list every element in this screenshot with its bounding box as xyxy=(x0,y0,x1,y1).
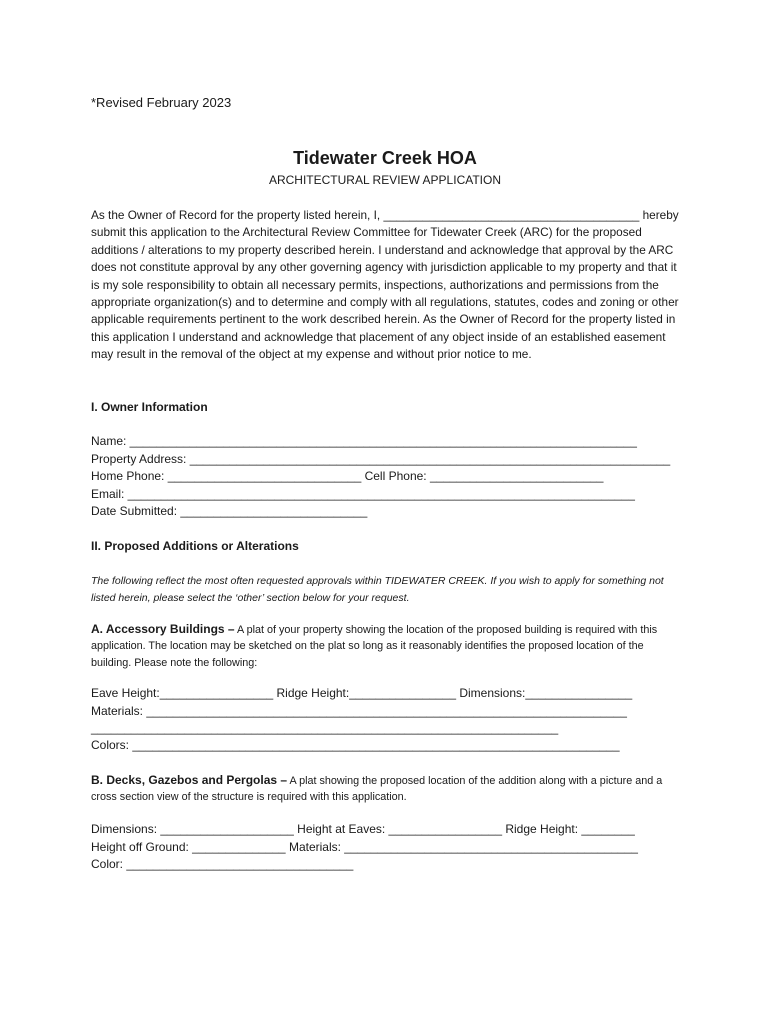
section-proposed-additions-heading: II. Proposed Additions or Alterations xyxy=(91,539,299,553)
materials-field[interactable]: Materials: ________________________________________________________________________ xyxy=(91,703,627,718)
property-address-field[interactable]: Property Address: ________________________________________________________________________ xyxy=(91,451,671,466)
materials-continued-field[interactable]: ______________________________________________________________________ xyxy=(91,721,559,735)
colors-field[interactable]: Colors: _________________________________________________________________________ xyxy=(91,738,620,752)
document-title: Tidewater Creek HOA xyxy=(293,148,477,168)
decks-gazebos-pergolas-text: A plat showing the proposed location of the addition along with a picture and a cross section view of the structure is required with this application. xyxy=(91,775,663,804)
document-subtitle: ARCHITECTURAL REVIEW APPLICATION xyxy=(268,173,502,187)
height-materials-fields[interactable]: Height off Ground: ______________ Materials: ____________________________________________ xyxy=(91,839,638,854)
date-submitted-field[interactable]: Date Submitted: ____________________________ xyxy=(91,504,368,518)
intro-paragraph: As the Owner of Record for the property listed herein, I, _______________________________________ hereby submit this application to the Architectural Review Committee for Tidewater Creek (ARC) for the proposed additions / alterations to my property described herein. I understand and acknowledge that approval by the ARC does not constitute approval by any other governing agency with jurisdiction applicable to my property and that it is my sole responsibility to obtain all necessary permits, inspections, authorizations and permissions from the appropriate organization(s) and to determine and comply with all regulations, statutes, codes and zoning or other applicable requirements pertinent to the work described herein. As the Owner of Record for the property listed in this application I understand and acknowledge that placement of any object inside of an established easement may result in the removal of the object at my expense and without prior notice to me. xyxy=(91,208,679,362)
revision-note: *Revised February 2023 xyxy=(91,95,232,110)
decks-gazebos-pergolas-paragraph xyxy=(91,772,686,806)
accessory-buildings-paragraph xyxy=(91,621,686,671)
name-field[interactable]: Name: ____________________________________________________________________________ xyxy=(91,434,637,448)
phone-fields[interactable]: Home Phone: _____________________________ Cell Phone: __________________________ xyxy=(91,469,604,483)
requested-approvals-note: The following reflect the most often requested approvals within TIDEWATER CREEK. If you wish to apply for something not listed herein, please select the ‘other’ section below for your request. xyxy=(91,575,664,604)
decks-gazebos-pergolas-label: B. Decks, Gazebos and Pergolas – xyxy=(91,773,288,787)
eave-ridge-dimensions-fields[interactable]: Eave Height:_________________ Ridge Height:________________ Dimensions:________________ xyxy=(91,686,633,700)
email-field[interactable]: Email: ____________________________________________________________________________ xyxy=(91,486,635,501)
accessory-buildings-text: A plat of your property showing the location of the proposed building is required with this application. The location may be sketched on the plat so long as it reasonably identifies the proposed location of the building. Please note the following: xyxy=(91,624,658,669)
accessory-buildings-label: A. Accessory Buildings – xyxy=(91,622,235,636)
section-owner-information-heading: I. Owner Information xyxy=(91,400,208,414)
dimensions-eaves-ridge-fields[interactable]: Dimensions: ____________________ Height at Eaves: _________________ Ridge Height: ________ xyxy=(91,822,635,836)
color-field[interactable]: Color: __________________________________ xyxy=(91,857,354,871)
